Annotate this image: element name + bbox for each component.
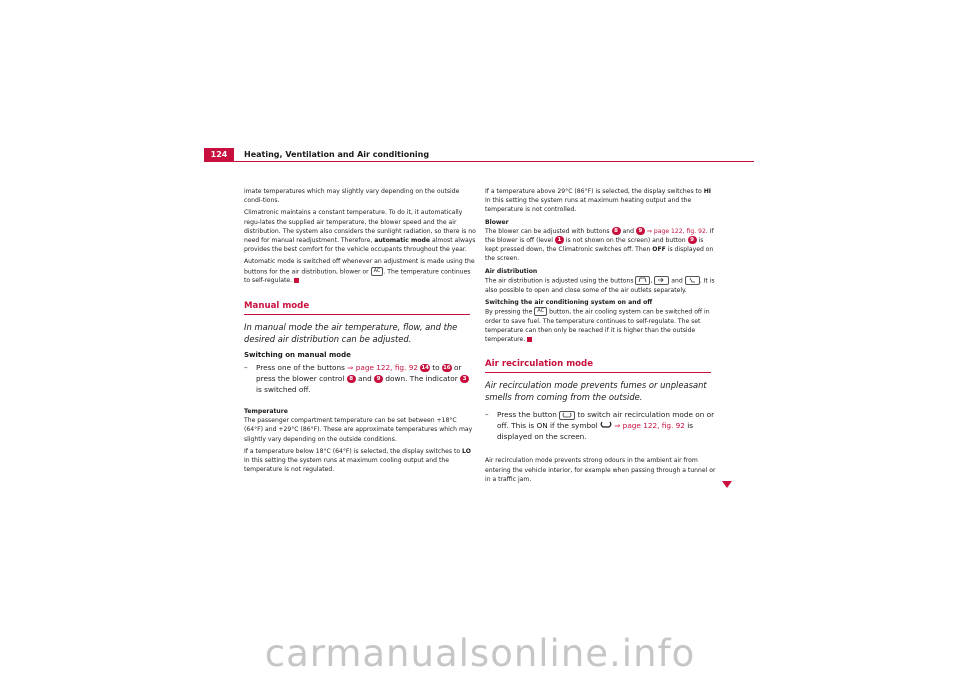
paragraph: If a temperature below 18°C (64°F) is selected, the display switches to LO In this setting the system runs at maximum cooling output and the temperature is not regulated. (244, 447, 471, 474)
instruction-step: – Press one of the buttons ⇒ page 122, fig. 92 14 to 16 or press the blower control 8 and 9 down. The indicator 3 is switched off. (244, 362, 476, 395)
ac-button-icon: AC (371, 267, 384, 276)
continue-arrow-icon (722, 481, 732, 488)
instruction-step: – Press the button to switch air recirculation mode on or off. This is ON if the symbol ⇒ page 122, fig. 92 is displayed on the screen. (485, 410, 715, 442)
section-intro: Air recirculation mode prevents fumes or unpleasant smells from coming from the outside. (485, 380, 707, 403)
paragraph: The blower can be adjusted with buttons 8 and 9 ⇒ page 122, fig. 92. If the blower is off (level 1 is not shown on the screen) and button 9 is kept pressed down, the Climatronic switches off. Then OFF is displayed on the screen. (485, 227, 714, 263)
paragraph: By pressing the AC button, the air cooling system can be switched off in order to save fuel. The temperature continues to self-regulate. The set temperature can then only be reached if it is higher than the outside temperature. (485, 307, 710, 344)
left-column (244, 187, 476, 477)
subheading-temperature: Temperature (244, 407, 288, 415)
bold-term: automatic mode (374, 237, 430, 245)
callout-badge: 8 (347, 375, 356, 383)
callout-badge: 9 (374, 375, 383, 383)
header-rule (204, 161, 754, 162)
paragraph: The passenger compartment temperature can be set between +18°C (64°F) and +29°C (86°F). These are approximate temperatures which may slightly vary depending on the outside conditions. (244, 417, 473, 443)
watermark: carmanualsonline.info (264, 632, 696, 675)
recirculation-button-icon (559, 411, 575, 420)
callout-badge: 8 (612, 227, 621, 235)
air-distribution-upper-body-icon (654, 276, 669, 285)
callout-badge: 9 (636, 227, 645, 235)
subheading-air-distribution: Air distribution (485, 267, 538, 275)
air-distribution-footwell-icon (685, 276, 700, 285)
recirculation-symbol-icon (600, 421, 614, 430)
step-heading: Switching on manual mode (244, 350, 351, 359)
running-header-title: Heating, Ventilation and Air conditioning (244, 150, 430, 159)
section-title-air-recirculation: Air recirculation mode (485, 360, 711, 373)
paragraph: imate temperatures which may slightly vary depending on the outside condi-tions. (244, 188, 460, 205)
callout-badge: 1 (555, 236, 564, 244)
callout-badge: 3 (460, 375, 469, 383)
callout-badge: 9 (688, 236, 697, 244)
ac-button-icon: AC (534, 307, 547, 316)
air-distribution-windscreen-icon (635, 276, 650, 285)
paragraph: Air recirculation mode prevents strong odours in the ambient air from entering the vehicle interior, for example when passing through a tunnel or in a traffic jam. (485, 457, 716, 483)
page-reference-link[interactable]: ⇒ page 122, fig. 92 (646, 227, 706, 235)
section-end-marker (527, 337, 532, 342)
paragraph: Automatic mode is switched off whenever an adjustment is made using the buttons for the air distribution, blower or AC . The temperature continues to self-regulate. (244, 258, 475, 285)
callout-badge: 14 (421, 364, 429, 371)
subheading-ac-on-off: Switching the air conditioning system on and off (485, 298, 653, 306)
callout-badge: 16 (442, 364, 451, 371)
paragraph: The air distribution is adjusted using the buttons , and . It is also possible to open and close some of the air outlets separately. (485, 277, 715, 294)
section-intro: In manual mode the air temperature, flow, and the desired air distribution can be adjusted. (244, 321, 458, 344)
page-reference-link[interactable]: ⇒ page 122, fig. 92 (614, 421, 685, 431)
section-end-marker (294, 278, 299, 283)
subheading-blower: Blower (485, 218, 509, 226)
page-reference-link[interactable]: ⇒ page 122, fig. 92 (347, 362, 418, 372)
section-title-manual-mode: Manual mode (244, 302, 470, 315)
page-number: 124 (204, 148, 234, 161)
paragraph: If a temperature above 29°C (86°F) is selected, the display switches to HI In this setting the system runs at maximum heating output and the temperature is not controlled. (485, 188, 712, 214)
paragraph: Climatronic maintains a constant temperature. To do it, it automatically regu-lates the supplied air temperature, the blower speed and the air distribution. The system also considers the sunlight radiation, so there is no need for manual readjustment. Therefore, automatic mode almost always provides the best comfort for the vehicle occupants throughout the year. (244, 209, 476, 254)
right-column (485, 187, 717, 487)
